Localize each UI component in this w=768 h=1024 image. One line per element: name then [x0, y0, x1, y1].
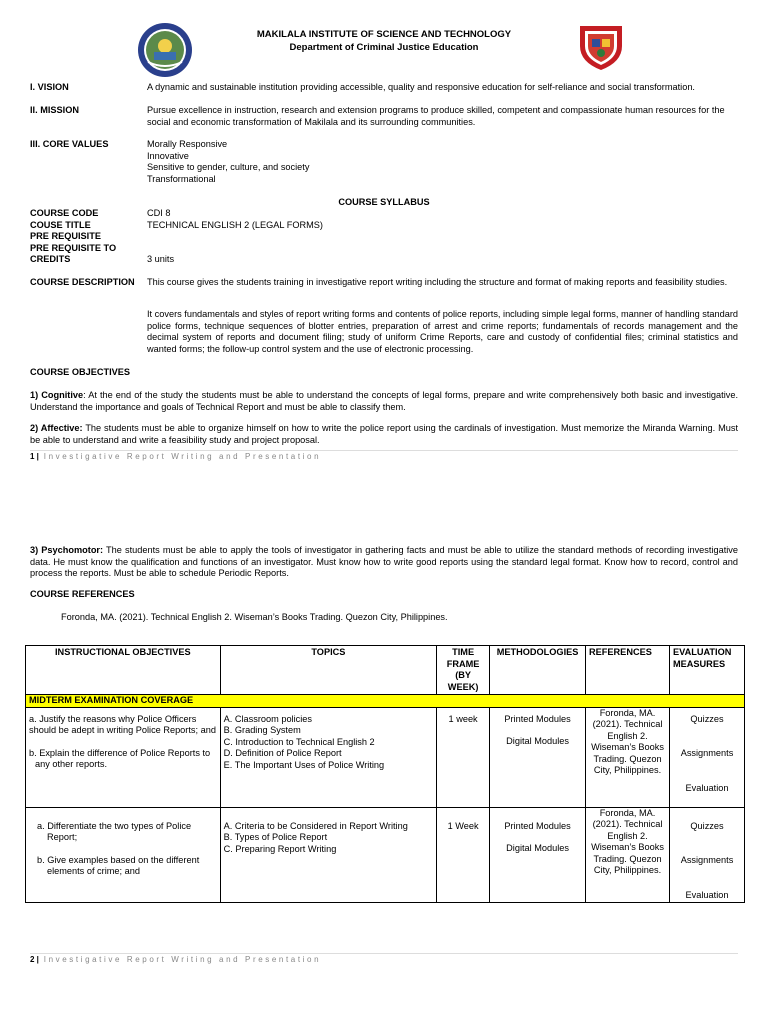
evaluation-item: Assignments [680, 748, 734, 758]
table-header: METHODOLOGIES [490, 646, 586, 695]
reference-cell: Foronda, MA. (2021). Technical English 2. Wiseman’s Books Trading. Quezon City, Philippines. [586, 707, 670, 807]
methods-cell [490, 807, 586, 903]
objective-item: a. Differentiate the two types of Police Report; [37, 820, 192, 842]
syllabus-table [25, 645, 745, 903]
course-code-value: CDI 8 [147, 208, 171, 218]
department-name: Department of Criminal Justice Education [289, 42, 479, 53]
objective-psychomotor-text: The students must be able to apply the tools of investigator in gathering facts and must be able to utilize the standard methods of recording investigative data. He must know the qualification and functions of an investigator. Must know how to write good reports using the standard legal format. Know how to record, control and process the reports. Must be able to schedule Periodic Reports. [30, 545, 738, 578]
table-header-row [26, 646, 745, 695]
evaluation-item: Quizzes [690, 713, 724, 724]
topics-cell [220, 807, 436, 903]
prerequisite-to-label: PRE REQUISITE TO [30, 242, 117, 253]
institution-name: MAKILALA INSTITUTE OF SCIENCE AND TECHNOLOGY [256, 29, 512, 40]
topic-item: B. Types of Police Report [223, 832, 328, 842]
table-row [26, 807, 745, 903]
topic-item: A. Criteria to be Considered in Report Writing [223, 820, 408, 831]
vision-label: I. VISION [30, 82, 69, 92]
time-cell: 1 Week [437, 807, 490, 903]
topic-item: E. The Important Uses of Police Writing [223, 759, 385, 770]
time-cell: 1 week [437, 707, 490, 807]
methods-cell [490, 707, 586, 807]
evaluation-item: Quizzes [690, 820, 724, 831]
course-description-label: COURSE DESCRIPTION [30, 277, 135, 287]
method-item: Digital Modules [506, 843, 569, 853]
objective-item: b. Give examples based on the different elements of crime; and [37, 854, 200, 876]
method-item: Digital Modules [506, 736, 569, 746]
topic-item: B. Grading System [223, 725, 301, 735]
reference-cell: Foronda, MA. (2021). Technical English 2. Wiseman’s Books Trading. Quezon City, Philippines. [586, 807, 670, 903]
references-heading: COURSE REFERENCES [30, 589, 135, 599]
page-number: 2 | [30, 955, 39, 964]
core-value-item: Innovative [147, 150, 189, 161]
objective-cognitive-label: 1) Cognitive [30, 390, 84, 400]
course-code-label: COURSE CODE [30, 208, 99, 218]
topic-item: A. Classroom policies [223, 713, 312, 724]
objective-cognitive [30, 390, 738, 413]
topic-item: C. Preparing Report Writing [223, 843, 337, 854]
vision-text: A dynamic and sustainable institution providing accessible, quality and responsive education for self-reliance and social transformation. [147, 82, 695, 92]
credits-value: 3 units [147, 254, 175, 264]
course-description-p1: This course gives the students training in investigative report writing including the structure and format of making reports and feasibility studies. [147, 277, 728, 287]
table-header: INSTRUCTIONAL OBJECTIVES [26, 646, 221, 695]
objectives-cell [26, 707, 221, 807]
footer-text: Investigative Report Writing and Presentation [43, 452, 322, 461]
course-title-value: TECHNICAL ENGLISH 2 (LEGAL FORMS) [147, 219, 323, 230]
objectives-cell [26, 807, 221, 903]
table-row [26, 707, 745, 807]
topic-item: C. Introduction to Technical English 2 [223, 736, 375, 747]
evaluation-item: Assignments [680, 855, 734, 865]
evaluation-cell [670, 707, 745, 807]
topic-item: D. Definition of Police Report [223, 748, 342, 758]
objective-psychomotor [30, 545, 738, 580]
core-value-item: Transformational [147, 173, 216, 184]
page-footer [30, 953, 738, 964]
objective-cognitive-text: : At the end of the study the students must be able to understand the concepts of legal forms, prepare and write comprehensively both basic and investigative. Understand the importance and goals of Technical Report and must be able to classify them. [30, 390, 738, 412]
syllabus-title: COURSE SYLLABUS [338, 197, 430, 207]
footer-text: Investigative Report Writing and Presentation [43, 955, 322, 964]
objective-affective-label: 2) Affective: [30, 423, 83, 433]
course-description-p2: It covers fundamentals and styles of report writing forms and contents of police reports, including simple legal forms, manner of handling standard police forms, technique sequences of blotter entries, preparation of arrest and crime reports; fundamentals of records management and the decimal system of reports and document filing; study of uniform Crime Reports, care and custody of confidential files; criminal statistics and wanted forms; the follow-up control system and the use of electronic processing. [147, 309, 738, 354]
objective-psychomotor-label: 3) Psychomotor: [30, 545, 104, 555]
objective-item: b. Explain the difference of Police Reports to any other reports. [29, 747, 211, 769]
page-footer [30, 450, 738, 461]
objective-affective [30, 423, 738, 446]
evaluation-item: Evaluation [685, 782, 729, 793]
page-number: 1 | [30, 452, 39, 461]
core-values-label: III. CORE VALUES [30, 139, 109, 149]
core-value-item: Morally Responsive [147, 139, 228, 149]
objectives-heading: COURSE OBJECTIVES [30, 367, 131, 377]
core-values-list [147, 139, 738, 185]
section-row [26, 695, 745, 708]
table-header: EVALUATION MEASURES [670, 646, 745, 695]
mission-label: II. MISSION [30, 105, 80, 115]
mission-text: Pursue excellence in instruction, research and extension programs to produce skilled, competent and compassionate human resources for the social and economic transformation of Makilala and its surrounding communities. [147, 105, 725, 127]
reference-item: Foronda, MA. (2021). Technical English 2. Wiseman’s Books Trading. Quezon City, Philippines. [61, 612, 448, 622]
objective-item: a. Justify the reasons why Police Officers should be adept in writing Police Reports; and [29, 713, 216, 735]
method-item: Printed Modules [504, 713, 571, 724]
table-header: TIME FRAME (BY WEEK) [437, 646, 490, 695]
core-value-item: Sensitive to gender, culture, and society [147, 162, 310, 172]
prerequisite-label: PRE REQUISITE [30, 231, 101, 241]
table-header: TOPICS [220, 646, 436, 695]
evaluation-item: Evaluation [685, 889, 729, 900]
topics-cell [220, 707, 436, 807]
course-title-label: COUSE TITLE [30, 219, 91, 230]
section-label: MIDTERM EXAMINATION COVERAGE [26, 695, 745, 708]
credits-label: CREDITS [30, 254, 71, 264]
objective-affective-text: The students must be able to organize himself on how to write the police report using the cardinals of investigation. Must memorize the Miranda Warning. Must be able to understand and write a feasibility study and project proposal. [30, 423, 738, 445]
method-item: Printed Modules [504, 820, 571, 831]
table-header: REFERENCES [586, 646, 670, 695]
evaluation-cell [670, 807, 745, 903]
